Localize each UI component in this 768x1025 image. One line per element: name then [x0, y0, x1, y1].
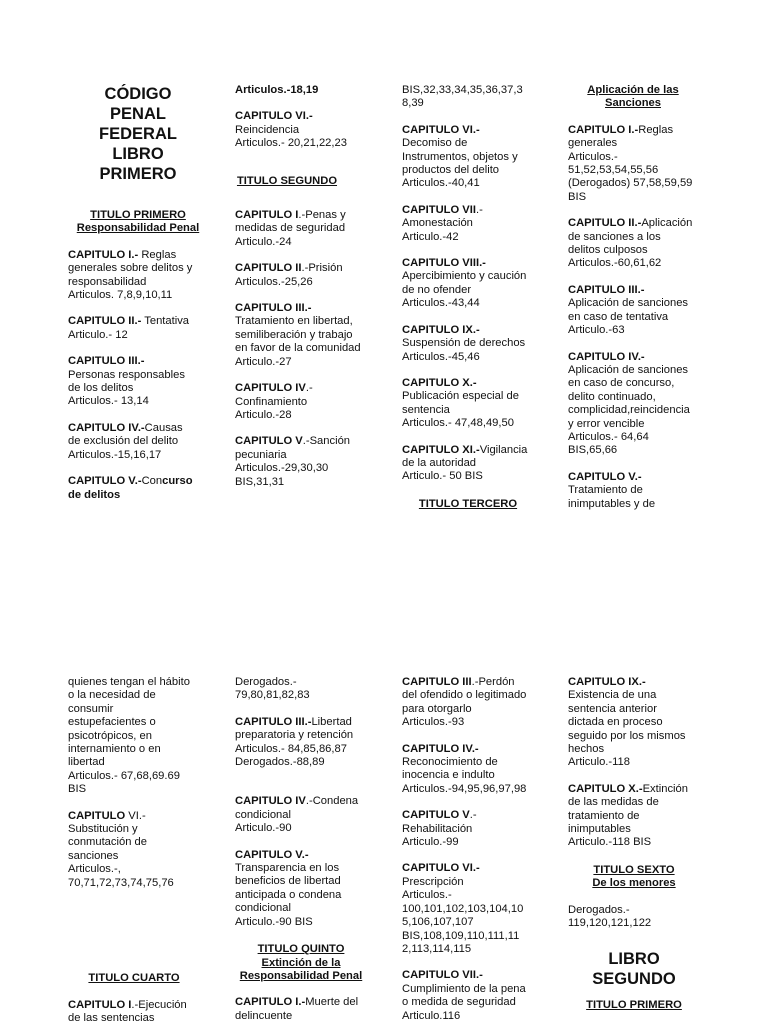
capitulo-entry: CAPITULO X.-Extinción	[568, 782, 688, 795]
capitulo-entry: CAPITULO VI.-	[235, 110, 313, 123]
capitulo-entry: CAPITULO I.-Muerte del	[235, 996, 359, 1009]
capitulo-entry: CAPITULO XI.-Vigilancia	[402, 443, 528, 456]
capitulo-entry: CAPITULO V.-	[568, 470, 642, 483]
capitulo-entry: CAPITULO VIII.-	[402, 257, 486, 270]
titulo-cuarto-heading: TITULO CUARTO	[88, 972, 180, 985]
capitulo-entry: CAPITULO II.-Aplicación	[568, 217, 693, 230]
capitulo-entry: CAPITULO IV.-Condena	[235, 795, 359, 808]
capitulo-entry: CAPITULO IV.-	[568, 350, 645, 363]
titulo-sexto-heading: TITULO SEXTO De los menores	[592, 863, 676, 890]
capitulo-entry: CAPITULO IX.-	[402, 323, 480, 336]
capitulo-entry: CAPITULO I.-Ejecución	[68, 998, 187, 1011]
capitulo-entry: CAPITULO I.-Penas y	[235, 209, 346, 222]
titulo-quinto-heading: TITULO QUINTO Extinción de la Responsabilidad Penal	[239, 943, 363, 982]
capitulo-entry: CAPITULO II.- Tentativa	[68, 315, 190, 328]
capitulo-entry: CAPITULO VI.-	[402, 123, 480, 136]
titulo-primero-libro-segundo-heading: TITULO PRIMERO	[586, 998, 682, 1011]
top-column-4: Aplicación de las Sanciones CAPITULO I.-Reglas generales Articulos.- 51,52,53,54,55,56 (Derogados) 57,58,59,59 BIS CAPITULO II.-Aplicación de sanciones a los delitos culposos Articulos.-60,61,62 CAPITULO III.- Aplicación de sanciones en caso de tentativa Articulo.-63 CAPITULO IV.- Aplicación de sanciones en caso de concurso, delito continuado, complicidad,reincidencia y error vencible Articulos.- 64,64 BIS,65,66 CAPITULO V.- Tratamiento de inimputables y de	[568, 84, 718, 511]
bottom-column-2: Derogados.- 79,80,81,82,83 CAPITULO III.-Libertad preparatoria y retención Articulos.- 84,85,86,87 Derogados.-88,89 CAPITULO IV.-Condena condicional Articulo.-90 CAPITULO V.- Transparencia en los beneficios de libertad anticipada o condena condicional Articulo.-90 BIS TITULO QUINTO Extinción de la Responsabilidad Penal CAPITULO I.-Muerte del delincuente	[235, 676, 385, 1023]
capitulo-entry: CAPITULO IV.-	[402, 742, 479, 755]
capitulo-entry: CAPITULO III.-	[568, 283, 645, 296]
capitulo-entry: CAPITULO IV.-Causas	[68, 421, 183, 434]
top-column-2: Articulos.-18,19 CAPITULO VI.- Reincidencia Articulos.- 20,21,22,23 TITULO SEGUNDO CAPITULO I.-Penas y medidas de seguridad Articulo.-24 CAPITULO II.-Prisión Articulos.-25,26 CAPITULO III.- Tratamiento en libertad, semiliberación y trabajo en favor de la comunidad Articulo.-27 CAPITULO IV.- Confinamiento Articulo.-28 CAPITULO V.-Sanción pecuniaria Articulos.-29,30,30 BIS,31,31	[235, 84, 385, 489]
capitulo-entry: CAPITULO VI.-	[68, 809, 146, 822]
top-column-1: CÓDIGO PENAL FEDERAL LIBRO PRIMERO TITULO PRIMERO Responsabilidad Penal CAPITULO I.- Reglas generales sobre delitos y responsabilidad Articulos. 7,8,9,10,11 CAPITULO II.- Tentativa Articulo.- 12 CAPITULO III.- Personas responsables de los delitos Articulos.- 13,14 CAPITULO IV.-Causas de exclusión del delito Articulos.-15,16,17 CAPITULO V.-Concurso de delitos	[68, 84, 208, 502]
capitulo-entry: CAPITULO IV.-	[235, 382, 313, 395]
bottom-column-4: CAPITULO IX.- Existencia de una sentencia anterior dictada en proceso seguido por los mismos hechos Articulo.-118 CAPITULO X.-Extinción de las medidas de tratamiento de inimputables Articulo.-118 BIS TITULO SEXTO De los menores Derogados.- 119,120,121,122 LIBRO SEGUNDO TITULO PRIMERO	[568, 676, 718, 1012]
capitulo-entry: CAPITULO X.-	[402, 376, 477, 389]
capitulo-entry: CAPITULO III.-Perdón	[402, 676, 515, 688]
aplicacion-sanciones-heading: Aplicación de las Sanciones	[587, 84, 679, 110]
capitulo-entry: CAPITULO III.-	[235, 302, 312, 315]
bottom-column-1: quienes tengan el hábito o la necesidad de consumir estupefacientes o psicotrópicos, en internamiento o en libertad Articulos.- 67,68,69.69 BIS CAPITULO VI.- Substitución y conmutación de sanciones Articulos.-, 70,71,72,73,74,75,76 TITULO CUARTO CAPITULO I.-Ejecución de las sentencias	[68, 676, 218, 1025]
capitulo-entry: CAPITULO II.-Prisión	[235, 262, 343, 275]
libro-segundo-title: LIBRO SEGUNDO	[592, 949, 676, 988]
capitulo-entry: CAPITULO V.-	[235, 848, 309, 861]
capitulo-entry: CAPITULO I.- Reglas	[68, 248, 177, 261]
capitulo-entry: CAPITULO VII.-	[402, 203, 483, 216]
titulo-tercero-heading: TITULO TERCERO	[418, 497, 518, 510]
book-title: CÓDIGO PENAL FEDERAL LIBRO PRIMERO	[99, 85, 177, 183]
capitulo-entry: CAPITULO III.-Libertad	[235, 715, 352, 728]
top-column-3: BIS,32,33,34,35,36,37,3 8,39 CAPITULO VI.- Decomiso de Instrumentos, objetos y productos del delito Articulos.-40,41 CAPITULO VII.- Amonestación Articulo.-42 CAPITULO VIII.- Apercibimiento y caución de no ofender Articulos.-43,44 CAPITULO IX.- Suspensión de derechos Articulos.-45,46 CAPITULO X.- Publicación especial de sentencia Articulos.- 47,48,49,50 CAPITULO XI.-Vigilancia de la autoridad Articulo.- 50 BIS TITULO TERCERO	[402, 84, 552, 511]
capitulo-entry: CAPITULO VII.-	[402, 969, 483, 982]
capitulo-entry: CAPITULO VI.-	[402, 862, 480, 875]
titulo-primero-heading: TITULO PRIMERO Responsabilidad Penal	[76, 209, 200, 235]
capitulo-entry: CAPITULO V.-	[402, 809, 477, 822]
capitulo-entry: CAPITULO III.-	[68, 355, 145, 368]
capitulo-entry: CAPITULO V.-Concurso	[68, 475, 193, 488]
bottom-column-3: CAPITULO III.-Perdón del ofendido o legitimado para otorgarlo Articulos.-93 CAPITULO IV.- Reconocimiento de inocencia e indulto Articulos.-94,95,96,97,98 CAPITULO V.- Rehabilitación Articulo.-99 CAPITULO VI.- Prescripción Articulos.- 100,101,102,103,104,10 5,106,107,107 BIS,108,109,110,111,11 2,113,114,115 CAPITULO VII.- Cumplimiento de la pena o medida de seguridad Articulo.116	[402, 676, 552, 1023]
capitulo-entry: CAPITULO V.-Sanción	[235, 435, 351, 448]
capitulo-entry: CAPITULO IX.-	[568, 676, 646, 688]
capitulo-entry: CAPITULO I.-Reglas	[568, 123, 674, 136]
titulo-segundo-heading: TITULO SEGUNDO	[236, 174, 338, 187]
